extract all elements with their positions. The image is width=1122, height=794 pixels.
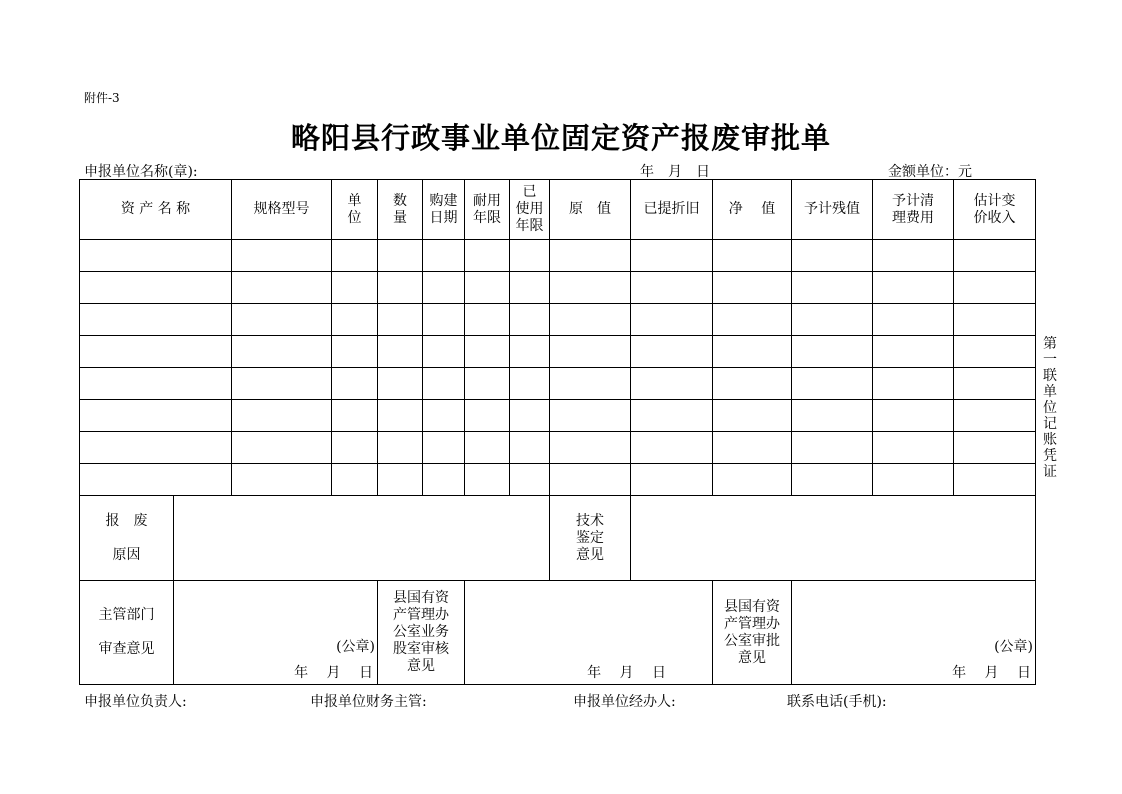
- cell-net[interactable]: [713, 336, 792, 368]
- dept-label-cell: 主管部门 审查意见: [80, 581, 174, 685]
- col-header-income: 估计变 价收入: [954, 180, 1036, 240]
- cell-clean[interactable]: [873, 432, 954, 464]
- cell-name[interactable]: [80, 400, 232, 432]
- table-row: [80, 336, 1036, 368]
- cell-income[interactable]: [954, 272, 1036, 304]
- cell-income[interactable]: [954, 432, 1036, 464]
- cell-clean[interactable]: [873, 240, 954, 272]
- cell-build-date[interactable]: [423, 464, 465, 496]
- cell-resid[interactable]: [792, 368, 873, 400]
- dept-opinion-field[interactable]: [174, 581, 378, 685]
- cell-clean[interactable]: [873, 272, 954, 304]
- office-review-field[interactable]: [465, 581, 713, 685]
- asset-disposal-table: [79, 179, 1036, 685]
- cell-name[interactable]: [80, 336, 232, 368]
- cell-spec[interactable]: [232, 464, 332, 496]
- cell-qty[interactable]: [378, 368, 423, 400]
- cell-life[interactable]: [465, 272, 510, 304]
- cell-resid[interactable]: [792, 464, 873, 496]
- cell-net[interactable]: [713, 432, 792, 464]
- office-approve-label-cell: 县国有资 产管理办 公室审批 意见: [713, 581, 792, 685]
- cell-qty[interactable]: [378, 432, 423, 464]
- cell-net[interactable]: [713, 464, 792, 496]
- cell-life[interactable]: [465, 240, 510, 272]
- cell-name[interactable]: [80, 432, 232, 464]
- cell-life[interactable]: [465, 432, 510, 464]
- cell-spec[interactable]: [232, 368, 332, 400]
- office-review-label-cell: 县国有资 产管理办 公室业务 股室审核 意见: [378, 581, 465, 685]
- cell-qty[interactable]: [378, 304, 423, 336]
- reason-field[interactable]: [174, 496, 550, 581]
- attachment-label: 附件-3: [84, 91, 120, 105]
- cell-depr[interactable]: [631, 336, 713, 368]
- col-header-build-date: 购建 日期: [423, 180, 465, 240]
- cell-income[interactable]: [954, 304, 1036, 336]
- cell-net[interactable]: [713, 272, 792, 304]
- cell-qty[interactable]: [378, 400, 423, 432]
- seal-label: (公章): [336, 639, 375, 655]
- cell-used[interactable]: [510, 304, 550, 336]
- cell-clean[interactable]: [873, 400, 954, 432]
- table-row: [80, 400, 1036, 432]
- header-date-label: 年 月 日: [640, 164, 710, 180]
- cell-resid[interactable]: [792, 336, 873, 368]
- cell-build-date[interactable]: [423, 432, 465, 464]
- col-header-net: 净 值: [713, 180, 792, 240]
- cell-spec[interactable]: [232, 432, 332, 464]
- col-header-life: 耐用 年限: [465, 180, 510, 240]
- cell-orig[interactable]: [550, 432, 631, 464]
- reason-label-cell: 报 废 原因: [80, 496, 174, 581]
- cell-name[interactable]: [80, 240, 232, 272]
- cell-orig[interactable]: [550, 368, 631, 400]
- cell-clean[interactable]: [873, 304, 954, 336]
- cell-build-date[interactable]: [423, 400, 465, 432]
- side-copy-label: 第一联单位记账凭证: [1043, 336, 1057, 480]
- cell-net[interactable]: [713, 304, 792, 336]
- cell-build-date[interactable]: [423, 368, 465, 400]
- col-header-name: 资 产 名 称: [80, 180, 232, 240]
- cell-resid[interactable]: [792, 272, 873, 304]
- cell-used[interactable]: [510, 432, 550, 464]
- col-header-resid: 予计残值: [792, 180, 873, 240]
- tech-opinion-field[interactable]: [631, 496, 1036, 581]
- cell-net[interactable]: [713, 240, 792, 272]
- col-header-qty: 数 量: [378, 180, 423, 240]
- col-header-depr: 已提折旧: [631, 180, 713, 240]
- cell-unit[interactable]: [332, 400, 378, 432]
- cell-resid[interactable]: [792, 240, 873, 272]
- cell-spec[interactable]: [232, 400, 332, 432]
- cell-build-date[interactable]: [423, 336, 465, 368]
- table-row: [80, 240, 1036, 272]
- cell-used[interactable]: [510, 464, 550, 496]
- cell-orig[interactable]: [550, 336, 631, 368]
- cell-depr[interactable]: [631, 400, 713, 432]
- cell-used[interactable]: [510, 336, 550, 368]
- cell-orig[interactable]: [550, 400, 631, 432]
- table-row: [80, 464, 1036, 496]
- cell-name[interactable]: [80, 464, 232, 496]
- footer-leader-label: 申报单位负责人:: [84, 694, 187, 710]
- table-row: [80, 432, 1036, 464]
- cell-depr[interactable]: [631, 432, 713, 464]
- cell-unit[interactable]: [332, 368, 378, 400]
- cell-net[interactable]: [713, 400, 792, 432]
- cell-spec[interactable]: [232, 336, 332, 368]
- seal-label: (公章): [994, 639, 1033, 655]
- cell-qty[interactable]: [378, 240, 423, 272]
- cell-income[interactable]: [954, 368, 1036, 400]
- form-title: 略阳县行政事业单位固定资产报废审批单: [290, 121, 831, 155]
- cell-qty[interactable]: [378, 272, 423, 304]
- date-label: 年 月 日: [294, 665, 373, 681]
- col-header-unit: 单 位: [332, 180, 378, 240]
- col-header-used: 已 使用 年限: [510, 180, 550, 240]
- office-approve-field[interactable]: [792, 581, 1036, 685]
- cell-orig[interactable]: [550, 304, 631, 336]
- cell-spec[interactable]: [232, 304, 332, 336]
- cell-orig[interactable]: [550, 464, 631, 496]
- cell-life[interactable]: [465, 464, 510, 496]
- applicant-unit-label: 申报单位名称(章):: [84, 164, 198, 180]
- cell-income[interactable]: [954, 240, 1036, 272]
- cell-unit[interactable]: [332, 272, 378, 304]
- date-label: 年 月 日: [952, 665, 1031, 681]
- table-row: [80, 368, 1036, 400]
- cell-orig[interactable]: [550, 240, 631, 272]
- tech-label-cell: 技术 鉴定 意见: [550, 496, 631, 581]
- col-header-clean: 予计清 理费用: [873, 180, 954, 240]
- footer-finance-label: 申报单位财务主管:: [310, 694, 427, 710]
- table-row: [80, 272, 1036, 304]
- cell-unit[interactable]: [332, 304, 378, 336]
- cell-income[interactable]: [954, 400, 1036, 432]
- cell-life[interactable]: [465, 400, 510, 432]
- cell-spec[interactable]: [232, 240, 332, 272]
- cell-resid[interactable]: [792, 432, 873, 464]
- cell-depr[interactable]: [631, 464, 713, 496]
- col-header-spec: 规格型号: [232, 180, 332, 240]
- col-header-orig: 原 值: [550, 180, 631, 240]
- table-header-row: [80, 180, 1036, 240]
- cell-unit[interactable]: [332, 464, 378, 496]
- cell-income[interactable]: [954, 336, 1036, 368]
- amount-unit-label: 金额单位：元: [888, 164, 972, 180]
- cell-name[interactable]: [80, 368, 232, 400]
- reason-row: [80, 496, 1036, 581]
- cell-used[interactable]: [510, 272, 550, 304]
- cell-life[interactable]: [465, 336, 510, 368]
- approval-row: [80, 581, 1036, 685]
- cell-spec[interactable]: [232, 272, 332, 304]
- cell-clean[interactable]: [873, 464, 954, 496]
- cell-life[interactable]: [465, 368, 510, 400]
- cell-build-date[interactable]: [423, 272, 465, 304]
- cell-depr[interactable]: [631, 240, 713, 272]
- cell-unit[interactable]: [332, 336, 378, 368]
- cell-life[interactable]: [465, 304, 510, 336]
- cell-unit[interactable]: [332, 432, 378, 464]
- cell-depr[interactable]: [631, 368, 713, 400]
- cell-qty[interactable]: [378, 464, 423, 496]
- cell-clean[interactable]: [873, 368, 954, 400]
- cell-build-date[interactable]: [423, 240, 465, 272]
- footer-handler-label: 申报单位经办人:: [573, 694, 676, 710]
- cell-used[interactable]: [510, 240, 550, 272]
- cell-used[interactable]: [510, 400, 550, 432]
- cell-used[interactable]: [510, 368, 550, 400]
- cell-qty[interactable]: [378, 336, 423, 368]
- cell-depr[interactable]: [631, 272, 713, 304]
- date-label: 年 月 日: [587, 665, 666, 681]
- cell-name[interactable]: [80, 272, 232, 304]
- cell-build-date[interactable]: [423, 304, 465, 336]
- cell-resid[interactable]: [792, 304, 873, 336]
- footer-phone-label: 联系电话(手机):: [787, 694, 887, 710]
- cell-depr[interactable]: [631, 304, 713, 336]
- cell-orig[interactable]: [550, 272, 631, 304]
- cell-name[interactable]: [80, 304, 232, 336]
- cell-net[interactable]: [713, 368, 792, 400]
- table-row: [80, 304, 1036, 336]
- cell-income[interactable]: [954, 464, 1036, 496]
- cell-clean[interactable]: [873, 336, 954, 368]
- cell-resid[interactable]: [792, 400, 873, 432]
- cell-unit[interactable]: [332, 240, 378, 272]
